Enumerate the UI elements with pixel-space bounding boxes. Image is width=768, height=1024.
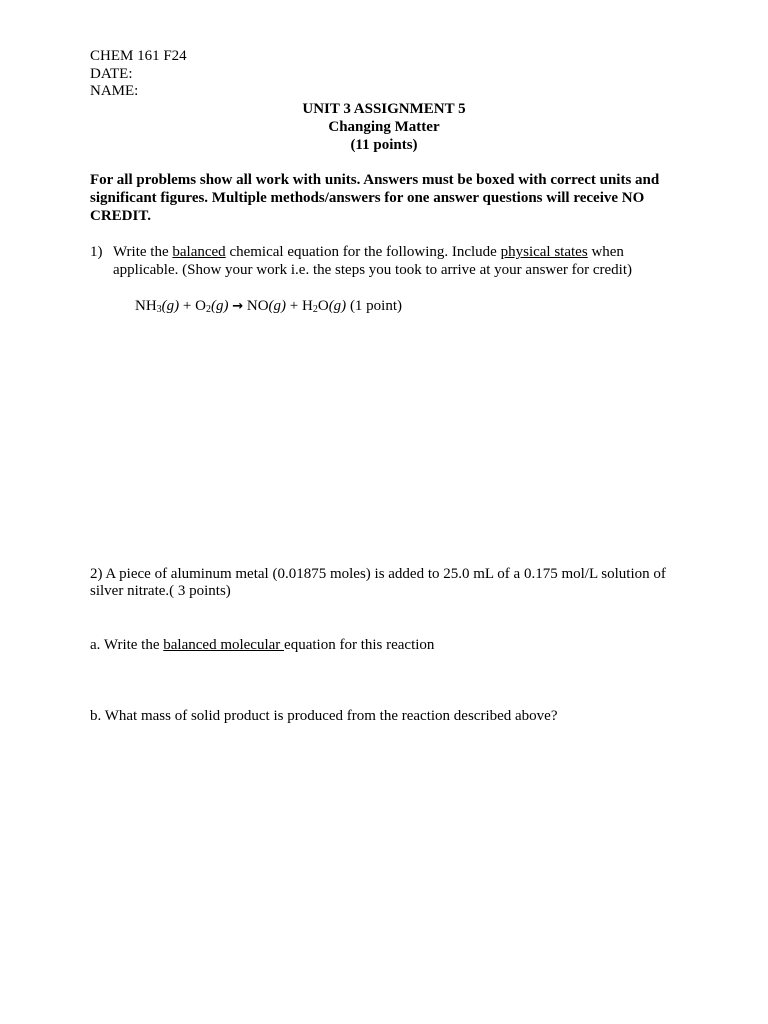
q1-text-b: chemical equation for the following. Include xyxy=(225,244,501,260)
q1-balanced-underline: balanced xyxy=(172,244,226,260)
q2a-underline: balanced molecular xyxy=(163,637,285,653)
instructions-line-1: For all problems show all work with units. Answers must be boxed with correct units and xyxy=(90,172,660,188)
eq-h-subscript: 2 xyxy=(312,304,318,315)
question-1-line-1 xyxy=(113,243,624,261)
eq-state-4: (g) xyxy=(328,298,347,314)
eq-state-1: (g) xyxy=(161,298,180,314)
reaction-arrow-icon: → xyxy=(232,299,244,314)
q1-physical-states-underline: physical states xyxy=(500,244,588,260)
instructions-line-3: CREDIT. xyxy=(90,208,151,224)
question-2-line-2: silver nitrate.( 3 points) xyxy=(90,583,231,599)
eq-o-subscript: 2 xyxy=(205,304,211,315)
q1-text-c: when xyxy=(587,244,624,260)
assignment-title: UNIT 3 ASSIGNMENT 5 xyxy=(302,101,466,117)
question-1-line-2: applicable. (Show your work i.e. the steps you took to arrive at your answer for credit) xyxy=(113,262,633,278)
eq-plus-o: + O xyxy=(179,298,206,314)
eq-no: NO xyxy=(243,298,269,314)
eq-o: O xyxy=(317,298,329,314)
question-2b: b. What mass of solid product is produced from the reaction described above? xyxy=(90,708,558,724)
question-2-line-1: 2) A piece of aluminum metal (0.01875 moles) is added to 25.0 mL of a 0.175 mol/L solution of xyxy=(90,566,666,582)
instructions-line-2: significant figures. Multiple methods/answers for one answer questions will receive NO xyxy=(90,190,645,206)
eq-state-2: (g) xyxy=(210,298,229,314)
assignment-subtitle: Changing Matter xyxy=(328,119,440,135)
eq-points: (1 point) xyxy=(346,298,403,314)
question-1-equation xyxy=(135,297,402,317)
eq-state-3: (g) xyxy=(268,298,287,314)
eq-plus-h: + H xyxy=(286,298,313,314)
name-label: NAME: xyxy=(90,83,139,99)
course-code: CHEM 161 F24 xyxy=(90,48,187,64)
q2a-prefix: a. Write the xyxy=(90,637,164,653)
date-label: DATE: xyxy=(90,66,133,82)
eq-nh-subscript: 3 xyxy=(156,304,162,315)
question-1-number: 1) xyxy=(90,244,103,260)
question-2a xyxy=(90,636,434,654)
eq-nh: NH xyxy=(135,298,157,314)
q2a-suffix: equation for this reaction xyxy=(284,637,435,653)
assignment-points: (11 points) xyxy=(350,137,418,153)
q1-text-a: Write the xyxy=(113,244,173,260)
